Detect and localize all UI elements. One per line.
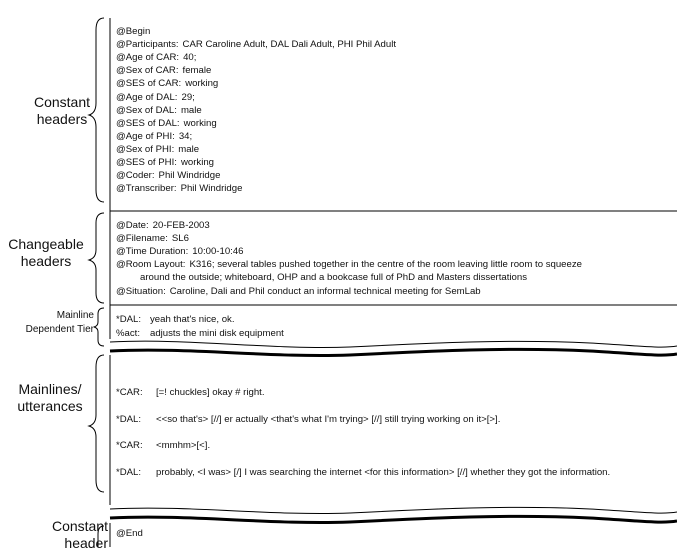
utterance-line <box>116 413 500 426</box>
line-code: @Sex of PHI: <box>116 143 175 155</box>
header-line <box>116 51 196 64</box>
line-code: *DAL: <box>116 413 142 425</box>
line-code: *DAL: <box>116 467 142 479</box>
header-line <box>116 156 214 169</box>
label-constant-headers: Constant headers <box>33 94 91 127</box>
utterance-line <box>116 386 265 399</box>
header-line <box>116 258 582 271</box>
header-line <box>116 25 154 38</box>
line-code: @SES of CAR: <box>116 78 182 90</box>
line-text: working <box>185 78 219 90</box>
line-code: @Sex of CAR: <box>116 65 179 77</box>
line-text: SL6 <box>171 233 189 245</box>
line-text: 29; <box>181 91 195 103</box>
line-code: @Date: <box>116 220 149 231</box>
line-text: 34; <box>178 130 193 142</box>
header-line <box>116 130 192 143</box>
header-line <box>116 182 242 195</box>
line-text: CAR Caroline Adult, DAL Dali Adult, PHI Phil Adult <box>182 39 397 51</box>
line-text: female <box>182 65 212 77</box>
line-code: @Situation: <box>116 285 166 297</box>
brace-mainline-tier <box>94 308 104 346</box>
end-line <box>116 527 147 540</box>
line-code: @Begin <box>116 26 151 37</box>
utterance-line <box>116 439 210 452</box>
line-code: %act: <box>116 328 140 339</box>
line-text: working <box>183 117 217 129</box>
line-code: @SES of PHI: <box>116 157 177 168</box>
header-line <box>116 77 218 90</box>
line-code: @Participants: <box>116 39 179 51</box>
line-text: <mmhm>[<]. <box>156 440 211 452</box>
line-code: @Age of PHI: <box>116 130 175 142</box>
header-line <box>116 271 527 284</box>
header-line <box>116 285 481 298</box>
header-line <box>116 91 195 104</box>
header-line <box>116 104 202 117</box>
line-code: *DAL: <box>116 314 142 325</box>
line-text: K316; several tables pushed together in the centre of the room leaving little room to squeeze <box>189 259 582 271</box>
line-code: @Coder: <box>116 170 155 182</box>
line-text: [=! chuckles] okay # right. <box>156 387 265 398</box>
label-changeable-headers: Changeable headers <box>8 236 84 269</box>
line-text: adjusts the mini disk equipment <box>150 328 284 339</box>
line-text: Caroline, Dali and Phil conduct an informal technical meeting for SemLab <box>169 285 481 297</box>
line-text: working <box>180 157 214 168</box>
header-line <box>116 117 217 130</box>
header-line <box>116 64 211 77</box>
line-text: 10:00-10:46 <box>192 246 244 258</box>
line-text: probably, <I was> [/] I was searching the internet <for this information> [//] whether they got the information. <box>156 467 611 479</box>
header-line <box>116 143 199 156</box>
header-line <box>116 232 189 245</box>
line-text: 20-FEB-2003 <box>152 220 210 231</box>
label-utterances: Mainlines/ utterances <box>17 381 83 414</box>
line-code: @Filename: <box>116 233 168 245</box>
label-mainline-tier: Mainline Dependent Tier <box>25 310 94 335</box>
line-text: Phil Windridge <box>180 183 243 195</box>
brace-utterances <box>89 355 104 492</box>
line-text: around the outside; whiteboard, OHP and a bookcase full of PhD and Masters dissertations <box>140 272 527 284</box>
line-text: Phil Windridge <box>158 170 221 182</box>
line-code: @Age of CAR: <box>116 52 180 64</box>
line-code: @Transcriber: <box>116 183 177 195</box>
line-code: *CAR: <box>116 387 143 398</box>
tier-line <box>116 327 284 340</box>
line-code: @Age of DAL: <box>116 91 178 103</box>
line-code: @Time Duration: <box>116 246 189 258</box>
brace-changeable-headers <box>89 213 104 303</box>
line-text: male <box>180 104 202 116</box>
header-line <box>116 38 396 51</box>
header-line <box>116 169 220 182</box>
tier-line <box>116 313 235 326</box>
line-text: yeah that's nice, ok. <box>150 314 235 325</box>
line-text: <<so that's> [//] er actually <that's what I'm trying> [//] still trying working on it>[>]. <box>156 413 501 425</box>
line-code: @Room Layout: <box>116 259 186 271</box>
label-constant-end: Constant header <box>51 518 108 551</box>
line-code: @Sex of DAL: <box>116 104 177 116</box>
header-line <box>116 245 244 258</box>
line-text: male <box>178 143 200 155</box>
line-code: @SES of DAL: <box>116 117 180 129</box>
header-line <box>116 219 210 232</box>
line-code: *CAR: <box>116 440 143 452</box>
line-code: @End <box>116 528 143 539</box>
line-text: 40; <box>183 52 197 64</box>
utterance-line <box>116 466 610 479</box>
